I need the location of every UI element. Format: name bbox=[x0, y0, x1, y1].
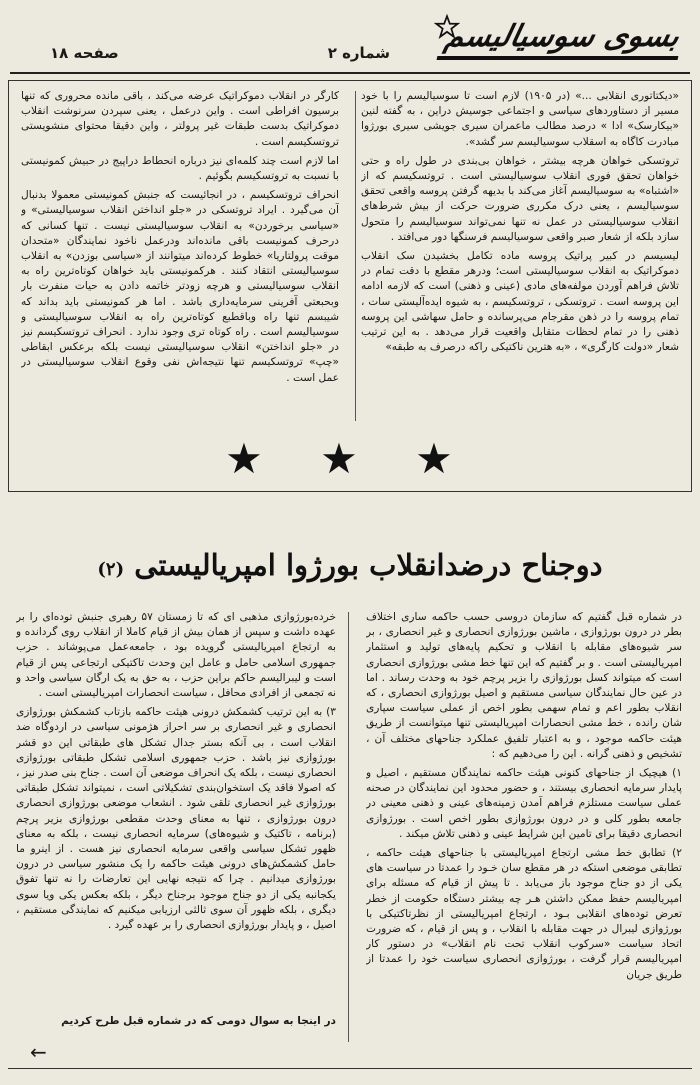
issue-number: شماره ۲ bbox=[327, 44, 390, 62]
lower-article-left-column bbox=[16, 610, 336, 1010]
header-rule bbox=[10, 72, 690, 74]
headline-part-number: (۲) bbox=[97, 559, 125, 580]
top-article-right-column bbox=[361, 89, 679, 443]
paragraph: «دیکتاتوری انقلابی ...» (در ۱۹۰۵) لازم است تا سوسیالیسم را با خود مسیر از دستاوردهای سیاسی و اجتماعی جوسیش دراین ، به گفته لنین «بیکارسک» ادا » درصد مطالب ماعمران سیری جویشی سیری بورژوا مبادرت کاگاه به اسقلاب سوسیالیسم سر گشد». bbox=[361, 90, 679, 148]
paragraph: خرده‌بورژوازی مذهبی ای که تا زمستان ۵۷ رهبری جنبش توده‌ای را بر عهده داشت و سپس از همان بیش از قیام کاملا از انقلاب روی گردانده و به ارتجاع امپریالیستی گرویده بود ، جامعه‌عمل می‌پوشاند . حزب جمهوری اسلامی حامل و عامل این وحدت تاکتیکی ارتجاعی پس از قیام است و لیبرالیسم حاکم براین حزب ، به حق به یک ارگان سیاسی واحد و نه تجمعی از افرادی محافل ، سیاست انحصارات امپریالیستی است . bbox=[16, 611, 336, 700]
continue-arrow-icon: ← bbox=[30, 1040, 47, 1064]
paragraph: لیسیسم در کبیر پراتیک پروسه ماده تکامل بخشیدن سک انقلاب دموکراتیک به انقلاب سوسیالیستی است؛ ودرهر مقطع با دقت تمام در تلاش فراهم آوردن مولفه‌های مادی (عینی و ذهنی) است که لازمه ادامه این پروسه است . تروتسکی ، تروتسکیسم ، به شیوه ایده‌آلیستی سات ، تمام پروسه را در ذهن مقرجام می‌پرسانده و حامل سهاشی این پروسه ذهنی را در تمام لحظات متقابل واقعیت قرار می‌دهد . به این ترتیب شعار «دولت کارگری» ، «به هترین ناکتیکی راکه درصرف به طبقه» bbox=[361, 250, 679, 354]
paragraph: تروتسکی خواهان هرچه بیشتر ، خواهان بی‌بندی در طول راه و حتی خواهان تحقق فوری انقلاب سوسیالیستی است . تروتسکیسم که از «اشتباه» به سوسیالیسم آغاز می‌کند با بدیهه گرفتن پروسه واقعی تحقق سوسیالیسم ، یعنی درک مکرری ضرورت حرکت از بیش شرط‌های انقلاب سوسیالیستی در عمل نه تنها نمی‌تواند سوسیالیسم را متحول سازد بلکه از شعار صبر واقعی سوسیالیسم فرسنگها دور می‌افتد . bbox=[361, 154, 679, 243]
paragraph: ۲) تطابق خط مشی ارتجاع امپریالیستی با جناحهای هیئت حاکمه ، تطابقی موضعی استکه در هر مقطع سان خـود را عمدتا در سیاست های یکی از دو جناح موجود باز می‌یابد . تا پیش از قیام که مسئله برای امپریالیسم حفظ ممکن داشتن هـر چه بیشتر دستگاه حکومت از خطر تعرض توده‌های انقلابی بـود ، ارتجاع امپریالیستی از نظرتاکتیکی با بورژوازی لیبرال در جهت مقابله با انقلاب ، و پس از قیام ، که ضرورت اتحاد سیاست «سرکوب انقلاب تحت نام انقلاب» در دستور کار امپریالیسم قرار گرفت ، بورژوازی انحصاری سیاست خود را عمدتا از طریق جریان bbox=[366, 847, 682, 981]
page-number: صفحه ۱۸ bbox=[50, 44, 119, 62]
paragraph: در شماره قبل گفتیم که سازمان دروسی حسب حاکمه ساری اختلاف بطر در درون بورژوازی ، ماشین بورژوازی انحصاری و غیر انحصاری ، بر سر شیوه‌های مقابله با انقلاب و تحکیم پایه‌های تولید و استثمار امپریالیستی است . و بر گفتیم که این تنها خط مشی بورژوازی انحصاری است که میتواند کسل بورژوازی را بزیر پرچم خود به وحدت رساند . اما در عین حال نمایندگان سیاسی مستقیم و اصیل بورژوازی انحصاری ، که انقلاب بطور اعم و تمام سهمی بطور اخص از عملی سیاست سپاری شان رانده ، خط مشی انحصارات امپریالیستی تنها میتوانست از طریق هیئت حاکمه موجود ، و به اعتبار تلفیق عملکرد جناحهای مختلف آن ، تشخیص و ذهنی گرانه . این را می‌دهیم که : bbox=[366, 611, 682, 760]
footer-rule bbox=[8, 1068, 692, 1069]
article-headline bbox=[30, 548, 670, 582]
paragraph: اما لازم است چند کلمه‌ای نیز درباره انحطاط دراپیج در حبیش کمونیستی با نسبت به تروتسکیسم بگوئیم . bbox=[21, 154, 339, 183]
continued-note: در اینجا به سوال دومی که در شماره قبل طرح کردیم bbox=[61, 1015, 336, 1027]
three-stars-divider: ★ ★ ★ bbox=[225, 434, 475, 483]
top-article-left-column bbox=[21, 89, 339, 443]
lower-article-right-column bbox=[366, 610, 682, 1050]
top-article-box bbox=[8, 80, 692, 492]
column-divider bbox=[348, 612, 349, 1042]
paragraph: ۱) هیچیک از جناحهای کنونی هیئت حاکمه نمایندگان مستقیم ، اصیل و پایدار سرمایه انحصاری بیستند ، و حضور محدود این نمایندگان در صحنه عملی سیاست مستلزم فراهم آمدن زمینه‌های عینی و ذهنی معینی در جامعه بطور کلی و در درون بورژوازی بطور اخص است . بورژوازی انحصاری دقیقا برای تامین این شرایط عینی و ذهنی تلاش میکند . bbox=[366, 767, 682, 840]
star-outline-icon bbox=[434, 14, 460, 46]
paragraph: کارگر در انقلاب دموکراتیک عرضه می‌کند ، باقی مانده محروری که تنها برسیون افراطی است . واین درعمل ، یعنی سپردن سرنوشت انقلاب دموکراتیک بدست طبقات غیر پرولتر ، واین دقیقا محتوای منشویستی تروتسکیسم است . bbox=[21, 90, 339, 148]
headline-title: دوجناح درضدانقلاب بورژوا امپریالیستی bbox=[134, 548, 603, 582]
page-header bbox=[10, 14, 690, 70]
column-divider bbox=[355, 91, 356, 421]
paragraph: انحراف تروتسکیسم ، در انجائیست که جنبش کمونیستی معمولا بدنبال آن می‌گیرد . ایراد تروتسکی در «جلو انداختن انقلاب سوسیالیستی» و «سیاسی برخوردن» به انقلاب سوسیالیستی نیست . تنها کسانی که درحرف کمونیست باقی مانده‌اند ودرعمل ناخود نمایندگان «متحدان موقت پرولتاریا» خطوط کرده‌اند میتوانند از «سیاسی بوزدن» به انقلاب سوسیالیستی انتقاد کنند . هرکمونیستی باید خواهان کوتاه‌ترین راه به انقلاب سوسیالیستی و هرچه زودتر خاتمه دادن به حیات منفرت بار وبحبعتی آفرینی سرمایه‌داری باشد . اما هر کمونیستی باید بداند که شیبسم تنها راه وباقطبع کوتاه‌ترین راه به انقلاب سوسیالیستی و سوسیالیسم است . راه کوتاه تری وجود ندارد . انحراف تروتسکیسم نیز در «جلو انداختن» انقلاب سوسیالیستی نیست بلکه برعکس ابقاطی «چپ» تروتسکیسم تنها نتیجه‌اش نفی وقوع انقلاب سوسیالیستی در عمل است . bbox=[21, 189, 339, 384]
masthead-title: بسوی سوسیالیسم bbox=[436, 18, 686, 60]
paragraph: ۳) به این ترتیب کشمکش درونی هیئت حاکمه بازتاب کشمکش بورژوازی انحصاری و غیر انحصاری بر سر احراز هژمونی سیاسی در اردوگاه ضد انقلاب است ، بی آنکه بستر جدال تشکل های طبقاتی این دو قشر بورژوازی نیز باشد . حزب جمهوری اسلامی تشکل طبقاتی بورژوازی انحصاری نیست ، بلکه یک انحراف موضعی آن است . جناح بنی صدر نیز ، که اصولا فاقد یک استخوان‌بندی تشکیلاتی است ، نمیتواند تشکل طبقاتی بورژوازی غیر انحصاری تلقی شود . انشعاب موضعی بورژوازی انحصاری درون بورژوازی ، تنها به معنای وحدت مقطعی بورژوازی بزیر پرچم (برنامه ، تاکتیک و شیوه‌های) سرمایه انحصاری نیست ، بلکه به معنای ظهور تشکل سیاسی واقعی سرمایه انحصاری نیز هست . از اینرو ما حامل کشمکش‌های درونی هیئت حاکمه را یک منشور سیاسی در درون بورژوازی میدانیم . چرا که نتیجه نهایی این تعارضات را نه تنها تفوق یکجانبه یکی از دو جناح موجود برجناح دیگر ، بلکه بعکس یکی ویا سوی دیگری ، بلکه ظهور آن سوی ثالثی ارزیابی میکنیم که نمایندگی مستقیم ، اصیل ، و پایدار بورژوازی انحصاری را بر عهده گیرد . bbox=[16, 706, 336, 932]
